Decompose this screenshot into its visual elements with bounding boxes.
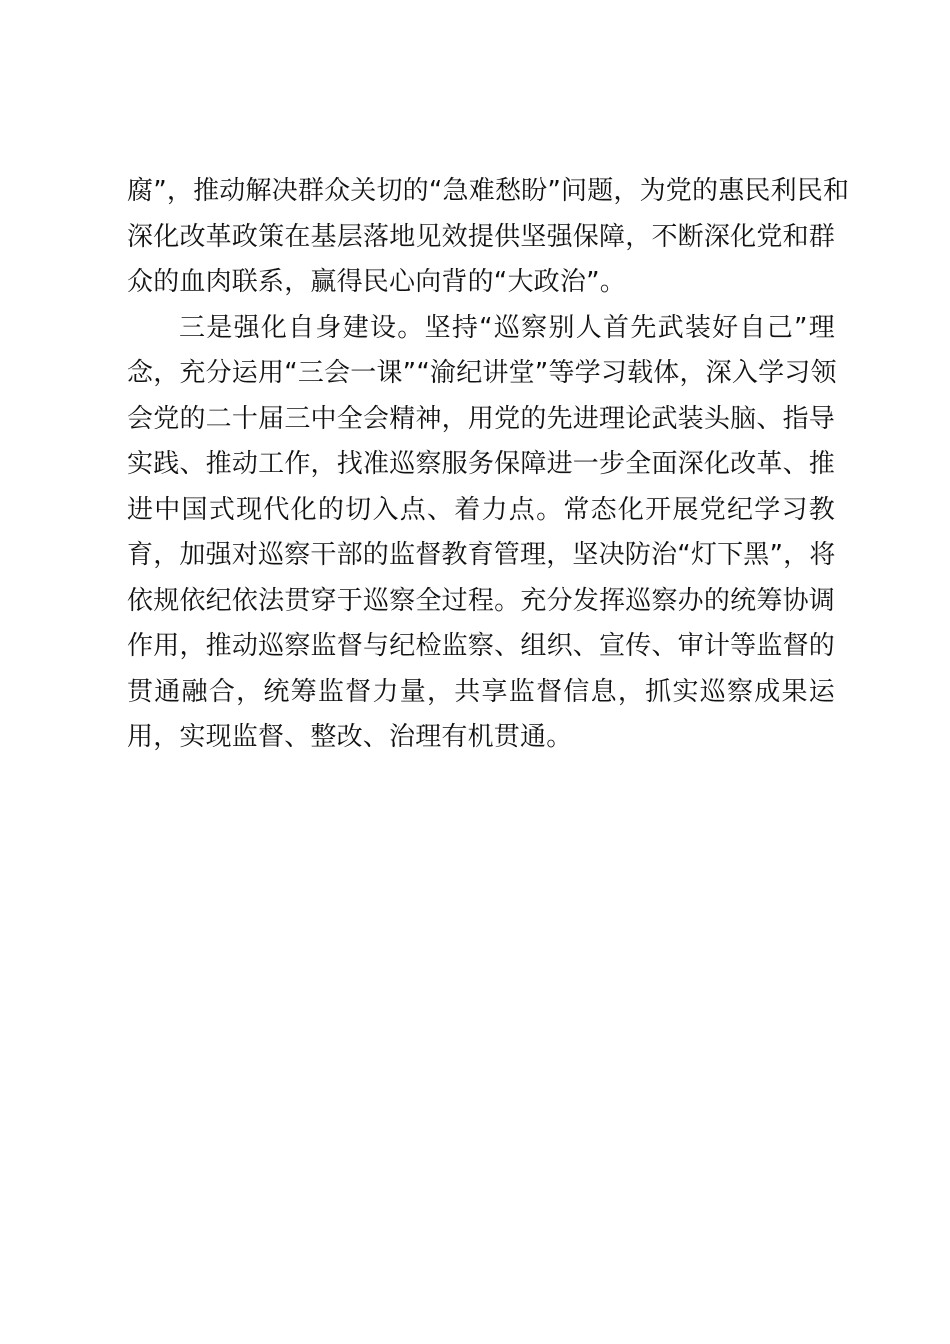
text-line: 依规依纪依法贯穿于巡察全过程。充分发挥巡察办的统筹协调 [127, 585, 835, 616]
paragraph-continued [127, 169, 850, 306]
text-line: 作用，推动巡察监督与纪检监察、组织、宣传、审计等监督的 [127, 631, 835, 661]
body-text [127, 169, 850, 761]
text-line: 用，实现监督、整改、治理有机贯通。 [127, 722, 573, 752]
text-line: 众的血肉联系，赢得民心向背的“大政治”。 [127, 267, 626, 297]
text-line: 进中国式现代化的切入点、着力点。常态化开展党纪学习教 [127, 494, 835, 525]
text-line: 深化改革政策在基层落地见效提供坚强保障，不断深化党和群 [127, 221, 835, 252]
text-line: 育，加强对巡察干部的监督教育管理，坚决防治“灯下黑”，将 [127, 540, 836, 570]
text-line: 念，充分运用“三会一课”“渝纪讲堂”等学习载体，深入学习领 [127, 358, 837, 388]
text-line: 会党的二十届三中全会精神，用党的先进理论武装头脑、指导 [127, 403, 835, 434]
text-line: 腐”，推动解决群众关切的“急难愁盼”问题，为党的惠民利民和 [127, 176, 850, 206]
text-line: 三是强化自身建设。坚持“巡察别人首先武装好自己”理 [179, 312, 835, 343]
paragraph-self-building [127, 306, 835, 761]
text-line: 实践、推动工作，找准巡察服务保障进一步全面深化改革、推 [127, 449, 835, 479]
text-line: 贯通融合，统筹监督力量，共享监督信息，抓实巡察成果运 [127, 676, 835, 707]
